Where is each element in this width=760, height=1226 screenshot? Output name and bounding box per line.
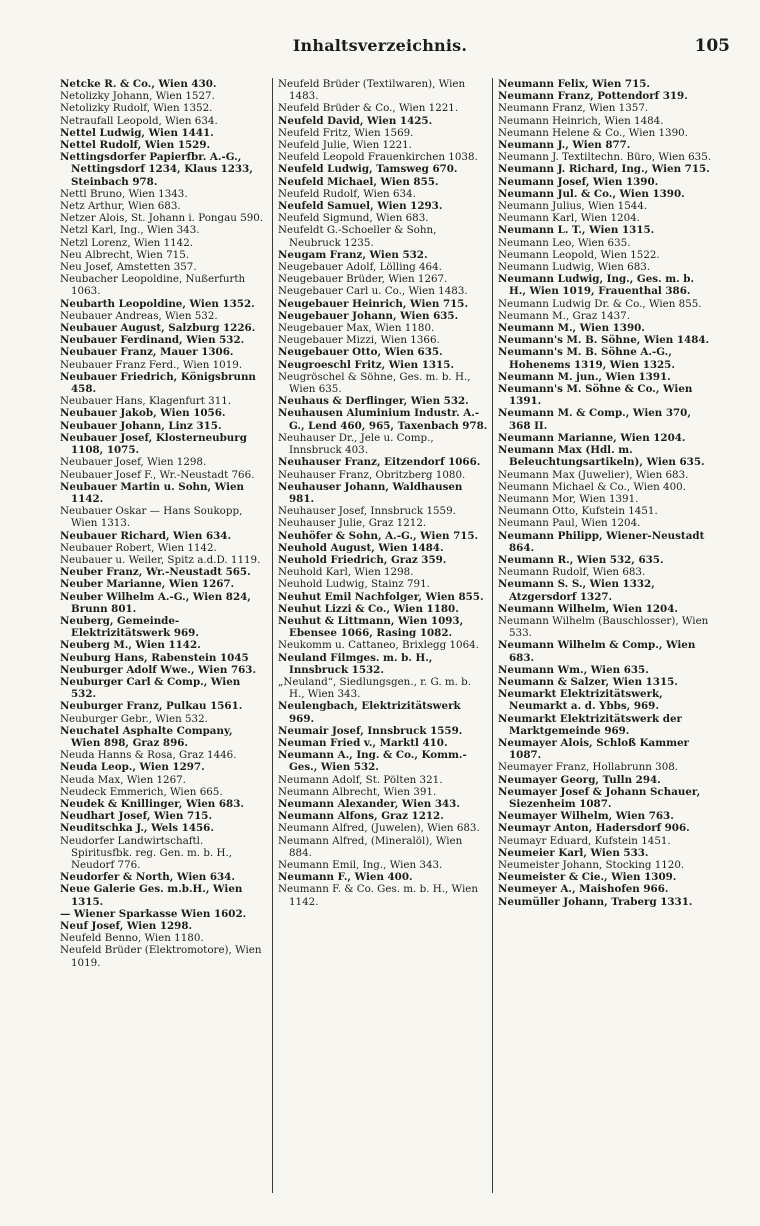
index-entry: Neumarkt Elektrizitätswerk der Marktgemeinde 969.	[498, 712, 682, 737]
index-column-1	[60, 78, 265, 1198]
index-entry: Neumann Rudolf, Wien 683.	[498, 566, 646, 579]
index-entry: Neugebauer Mizzi, Wien 1366.	[278, 334, 440, 347]
index-entry: Neumair Josef, Innsbruck 1559.	[278, 724, 463, 737]
index-entry: Neumann Alexander, Wien 343.	[278, 797, 460, 810]
index-entry: Neumann Ludwig, Wien 683.	[498, 261, 651, 274]
index-entry: Neugebauer Max, Wien 1180.	[278, 322, 435, 335]
index-entry: Neuhold Karl, Wien 1298.	[278, 566, 414, 579]
index-entry: Neumann Karl, Wien 1204.	[498, 212, 640, 225]
index-entry: Neumann's M. B. Söhne, Wien 1484.	[498, 334, 710, 347]
index-entry: Neuburger Gebr., Wien 532.	[60, 712, 208, 725]
index-entry: Neumann J. Textiltechn. Büro, Wien 635.	[498, 151, 712, 164]
index-entry: Neuchatel Asphalte Company, Wien 898, Graz 896.	[60, 724, 233, 749]
index-entry: Neuland Filmges. m. b. H., Innsbruck 1532.	[278, 651, 433, 676]
index-entry: Neubauer Friedrich, Königsbrunn 458.	[60, 370, 256, 396]
index-columns	[60, 78, 714, 1198]
index-entry: Neumayer Josef & Johann Schauer, Siezenheim 1087.	[498, 785, 701, 810]
index-entry: Neuhold August, Wien 1484.	[278, 541, 444, 554]
index-entry: Neubacher Leopoldine, Nußerfurth 1063.	[60, 273, 246, 298]
index-entry: Neumann M., Wien 1390.	[498, 322, 645, 335]
index-entry: Neuman Fried v., Marktl 410.	[278, 736, 448, 749]
index-entry: Neu Albrecht, Wien 715.	[60, 248, 190, 261]
index-entry: Neufeldt G.-Schoeller & Sohn, Neubruck 1235.	[278, 224, 437, 249]
index-entry: Neumann Albrecht, Wien 391.	[278, 785, 437, 798]
index-entry: Neumann Jul. & Co., Wien 1390.	[498, 187, 685, 200]
index-entry: Neumann Wilhelm & Comp., Wien 683.	[498, 639, 696, 664]
index-entry: Neubauer Johann, Linz 315.	[60, 419, 222, 432]
index-entry: Neubauer Richard, Wien 634.	[60, 529, 232, 542]
index-entry: Neufeld Julie, Wien 1221.	[278, 139, 412, 152]
index-entry: Neumarkt Elektrizitätswerk, Neumarkt a. d. Ybbs, 969.	[498, 688, 663, 713]
index-column-2	[278, 78, 488, 1198]
index-entry: Neumann's M. Söhne & Co., Wien 1391.	[498, 383, 693, 408]
index-entry: Neumann Leopold, Wien 1522.	[498, 248, 660, 261]
index-entry: Neumann Josef, Wien 1390.	[498, 175, 659, 188]
index-entry: Neuda Max, Wien 1267.	[60, 773, 186, 786]
index-entry: Netcke R. & Co., Wien 430.	[60, 78, 217, 90]
index-entry: Neufeld Brüder (Textilwaren), Wien 1483.	[278, 78, 466, 103]
index-entry: Neulengbach, Elektrizitätswerk 969.	[278, 700, 461, 725]
index-entry: Neukomm u. Cattaneo, Brixlegg 1064.	[278, 639, 479, 652]
index-entry: Neugebauer Heinrich, Wien 715.	[278, 297, 469, 310]
index-entry: Netzer Alois, St. Johann i. Pongau 590.	[60, 212, 264, 225]
index-entry: Neubauer Martin u. Sohn, Wien 1142.	[60, 480, 245, 505]
index-entry: Neufeld Leopold Frauenkirchen 1038.	[278, 151, 478, 164]
index-entry: Netzl Karl, Ing., Wien 343.	[60, 224, 200, 237]
index-entry: Neudhart Josef, Wien 715.	[60, 810, 213, 823]
index-entry: Neuber Wilhelm A.-G., Wien 824, Brunn 801.	[60, 590, 251, 615]
index-entry: Neumann Ludwig, Ing., Ges. m. b. H., Wien 1019, Frauenthal 386.	[498, 273, 695, 298]
index-entry: Neubauer Ferdinand, Wien 532.	[60, 334, 245, 347]
index-entry: Neufeld Rudolf, Wien 634.	[278, 187, 416, 200]
index-entry: Netolizky Rudolf, Wien 1352.	[60, 102, 213, 115]
index-entry: Neumann's M. B. Söhne A.-G., Hohenems 1319, Wien 1325.	[498, 346, 675, 371]
page-header	[0, 36, 760, 60]
index-entry: Nettl Bruno, Wien 1343.	[60, 187, 188, 200]
index-entry: Neugröschel & Söhne, Ges. m. b. H., Wien 635.	[278, 370, 471, 396]
index-entry: Neugebauer Carl u. Co., Wien 1483.	[278, 285, 468, 298]
index-entry: Neuda Hanns & Rosa, Graz 1446.	[60, 749, 237, 762]
index-entry: Neudorfer Landwirtschaftl. Spiritusfbk. reg. Gen. m. b. H., Neudorf 776.	[60, 834, 233, 871]
index-entry: Neumann Wm., Wien 635.	[498, 663, 649, 676]
index-entry: Neumayer Alois, Schloß Kammer 1087.	[498, 736, 689, 762]
index-entry: Neufeld Fritz, Wien 1569.	[278, 126, 414, 139]
index-entry: Neuhut Emil Nachfolger, Wien 855.	[278, 590, 484, 603]
index-entry: Neudorfer & North, Wien 634.	[60, 871, 235, 884]
index-entry: Neumann Julius, Wien 1544.	[498, 200, 648, 213]
index-entry: Neubauer Jakob, Wien 1056.	[60, 407, 226, 420]
index-entry: Neubauer Hans, Klagenfurt 311.	[60, 395, 232, 408]
index-entry: Neumayr Anton, Hadersdorf 906.	[498, 822, 690, 835]
index-entry: Neuf Josef, Wien 1298.	[60, 920, 193, 933]
column-divider	[492, 78, 493, 1193]
index-entry: Neumann J. Richard, Ing., Wien 715.	[498, 163, 710, 176]
index-entry: Neubauer Josef, Klosterneuburg 1108, 1075.	[60, 431, 247, 457]
index-entry: Neugebauer Brüder, Wien 1267.	[278, 273, 448, 286]
index-entry: Neudek & Knillinger, Wien 683.	[60, 797, 244, 810]
index-entry: Neubauer Robert, Wien 1142.	[60, 541, 217, 554]
page-number: 105	[694, 36, 730, 56]
index-entry: Neumann Philipp, Wiener-Neustadt 864.	[498, 529, 705, 554]
index-entry: Neumann R., Wien 532, 635.	[498, 553, 664, 566]
index-entry: Neumann Alfons, Graz 1212.	[278, 810, 444, 823]
index-entry: Neuburger Franz, Pulkau 1561.	[60, 700, 243, 713]
index-entry: Neu Josef, Amstetten 357.	[60, 261, 197, 274]
index-entry: Neumann Michael & Co., Wien 400.	[498, 480, 686, 493]
index-entry: Neuditschka J., Wels 1456.	[60, 822, 214, 835]
index-entry: Neumann Max (Hdl. m. Beleuchtungsartikeln), Wien 635.	[498, 444, 705, 469]
index-entry: Neugebauer Johann, Wien 635.	[278, 309, 459, 322]
index-entry: Neumayr Eduard, Kufstein 1451.	[498, 834, 671, 847]
index-entry: Neuburger Adolf Wwe., Wien 763.	[60, 663, 257, 676]
index-entry: Neuda Leop., Wien 1297.	[60, 761, 205, 774]
index-entry: Neubauer Josef F., Wr.-Neustadt 766.	[60, 468, 255, 481]
index-entry: Neumann Wilhelm, Wien 1204.	[498, 602, 678, 615]
index-entry: Neudeck Emmerich, Wien 665.	[60, 785, 223, 798]
index-entry: Neufeld Brüder (Elektromotore), Wien 1019.	[60, 944, 262, 969]
index-entry: Neuhut & Littmann, Wien 1093, Ebensee 1066, Rasing 1082.	[278, 614, 464, 640]
index-entry: Neuburg Hans, Rabenstein 1045	[60, 651, 249, 664]
index-entry: Nettel Rudolf, Wien 1529.	[60, 139, 211, 152]
index-entry: Neumann Franz, Pottendorf 319.	[498, 90, 688, 103]
index-entry: Neuber Franz, Wr.-Neustadt 565.	[60, 566, 251, 579]
index-entry: Neuhold Friedrich, Graz 359.	[278, 553, 447, 566]
index-entry: Neumann Felix, Wien 715.	[498, 78, 650, 90]
index-entry: Neumann Max (Juwelier), Wien 683.	[498, 468, 689, 481]
index-entry: Neufeld Michael, Wien 855.	[278, 175, 439, 188]
index-entry: Netz Arthur, Wien 683.	[60, 200, 181, 213]
index-entry: Neumeister & Cie., Wien 1309.	[498, 871, 677, 884]
index-entry: Neumann Mor, Wien 1391.	[498, 492, 639, 505]
index-column-3	[498, 78, 714, 1198]
index-entry: Neufeld Benno, Wien 1180.	[60, 932, 204, 945]
index-entry: Neumann F., Wien 400.	[278, 871, 413, 884]
index-entry: Neumann M., Graz 1437.	[498, 309, 630, 322]
index-entry: Neugam Franz, Wien 532.	[278, 248, 428, 261]
index-entry: Neumann Wilhelm (Bauschlosser), Wien 533.	[498, 614, 709, 640]
index-entry: Neubauer Oskar — Hans Soukopp, Wien 1313.	[60, 505, 243, 530]
index-entry: Netraufall Leopold, Wien 634.	[60, 114, 218, 127]
index-entry: Neufeld David, Wien 1425.	[278, 114, 433, 127]
index-entry: Neubauer Franz, Mauer 1306.	[60, 346, 234, 359]
index-entry: Neubauer Josef, Wien 1298.	[60, 456, 207, 469]
index-entry: Neumann Franz, Wien 1357.	[498, 102, 649, 115]
index-entry: Neufeld Samuel, Wien 1293.	[278, 200, 443, 213]
index-entry: Neugebauer Adolf, Lölling 464.	[278, 261, 442, 274]
index-entry: Neumayer Georg, Tulln 294.	[498, 773, 661, 786]
page-title: Inhaltsverzeichnis.	[292, 36, 468, 55]
index-entry: Neumann J., Wien 877.	[498, 139, 631, 152]
index-entry: Neue Galerie Ges. m.b.H., Wien 1315.	[60, 883, 243, 908]
index-entry: Neuhaus & Derflinger, Wien 532.	[278, 395, 469, 408]
index-entry: Neumann Alfred, (Mineralöl), Wien 884.	[278, 834, 463, 859]
index-entry: Neufeld Brüder & Co., Wien 1221.	[278, 102, 459, 115]
index-entry: Neumann M. & Comp., Wien 370, 368 II.	[498, 407, 691, 432]
index-entry: Neubauer August, Salzburg 1226.	[60, 322, 256, 335]
index-entry: Neumeyer A., Maishofen 966.	[498, 883, 669, 896]
index-entry: Neumann L. T., Wien 1315.	[498, 224, 655, 237]
index-entry: Neuber Marianne, Wien 1267.	[60, 578, 235, 591]
index-entry: Neuberg, Gemeinde-Elektrizitätswerk 969.	[60, 614, 199, 640]
index-entry: Neubauer Franz Ferd., Wien 1019.	[60, 358, 243, 371]
index-entry: Neumann Marianne, Wien 1204.	[498, 431, 686, 444]
index-entry: Neuhauser Josef, Innsbruck 1559.	[278, 505, 456, 518]
index-entry: Neumann Alfred, (Juwelen), Wien 683.	[278, 822, 480, 835]
index-entry: Neufeld Ludwig, Tamsweg 670.	[278, 163, 458, 176]
index-entry: Neubauer Andreas, Wien 532.	[60, 309, 218, 322]
index-entry: Neuhauser Dr., Jele u. Comp., Innsbruck 403.	[278, 431, 434, 457]
index-entry: Neumann Helene & Co., Wien 1390.	[498, 126, 688, 139]
index-entry: Neumann & Salzer, Wien 1315.	[498, 675, 678, 688]
index-entry: Netzl Lorenz, Wien 1142.	[60, 236, 194, 249]
index-entry: Neumann Emil, Ing., Wien 343.	[278, 859, 443, 871]
index-entry: Neumüller Johann, Traberg 1331.	[498, 895, 693, 908]
index-entry: Neuhauser Franz, Obritzberg 1080.	[278, 468, 466, 481]
index-entry: Neuhauser Johann, Waldhausen 981.	[278, 480, 463, 505]
index-entry: Neumann M. jun., Wien 1391.	[498, 370, 671, 383]
index-entry: Neugebauer Otto, Wien 635.	[278, 346, 443, 359]
index-entry: Neumann F. & Co. Ges. m. b. H., Wien 1142.	[278, 883, 478, 908]
index-entry: — Wiener Sparkasse Wien 1602.	[60, 907, 247, 920]
index-entry: Neumann S. S., Wien 1332, Atzgersdorf 1327.	[498, 578, 655, 603]
index-entry: Neumann Otto, Kufstein 1451.	[498, 505, 658, 518]
index-entry: Neuburger Carl & Comp., Wien 532.	[60, 675, 241, 701]
column-divider	[272, 78, 273, 1193]
index-entry: „Neuland“, Siedlungsgen., r. G. m. b. H., Wien 343.	[278, 675, 472, 701]
index-entry: Neugroeschl Fritz, Wien 1315.	[278, 358, 454, 371]
index-entry: Neuhöfer & Sohn, A.-G., Wien 715.	[278, 529, 479, 542]
index-entry: Neuhut Lizzi & Co., Wien 1180.	[278, 602, 459, 615]
index-entry: Neumann Ludwig Dr. & Co., Wien 855.	[498, 297, 702, 310]
index-entry: Neuhausen Aluminium Industr. A.-G., Lend 460, 965, Taxenbach 978.	[278, 407, 488, 432]
index-entry: Nettel Ludwig, Wien 1441.	[60, 126, 214, 139]
index-entry: Netolizky Johann, Wien 1527.	[60, 90, 215, 103]
index-entry: Neuhauser Franz, Eitzendorf 1066.	[278, 456, 481, 469]
index-entry: Neumann Leo, Wien 635.	[498, 236, 631, 249]
index-entry: Neumayer Franz, Hollabrunn 308.	[498, 761, 679, 774]
index-entry: Neufeld Sigmund, Wien 683.	[278, 212, 429, 225]
index-entry: Neubauer u. Weiler, Spitz a.d.D. 1119.	[60, 553, 261, 566]
index-entry: Neumann A., Ing. & Co., Komm.-Ges., Wien 532.	[278, 749, 467, 774]
index-entry: Neuberg M., Wien 1142.	[60, 639, 201, 652]
index-entry: Neuhold Ludwig, Stainz 791.	[278, 578, 430, 591]
index-entry: Neumann Heinrich, Wien 1484.	[498, 114, 664, 127]
index-entry: Neumayer Wilhelm, Wien 763.	[498, 810, 674, 823]
index-entry: Neumeier Karl, Wien 533.	[498, 846, 649, 859]
index-entry: Neumann Adolf, St. Pölten 321.	[278, 773, 443, 786]
index-entry: Nettingsdorfer Papierfbr. A.-G., Nettingsdorf 1234, Klaus 1233, Steinbach 978.	[60, 151, 253, 188]
index-entry: Neumeister Johann, Stocking 1120.	[498, 859, 685, 871]
index-entry: Neubarth Leopoldine, Wien 1352.	[60, 297, 255, 310]
index-entry: Neumann Paul, Wien 1204.	[498, 517, 641, 530]
index-entry: Neuhauser Julie, Graz 1212.	[278, 517, 427, 530]
